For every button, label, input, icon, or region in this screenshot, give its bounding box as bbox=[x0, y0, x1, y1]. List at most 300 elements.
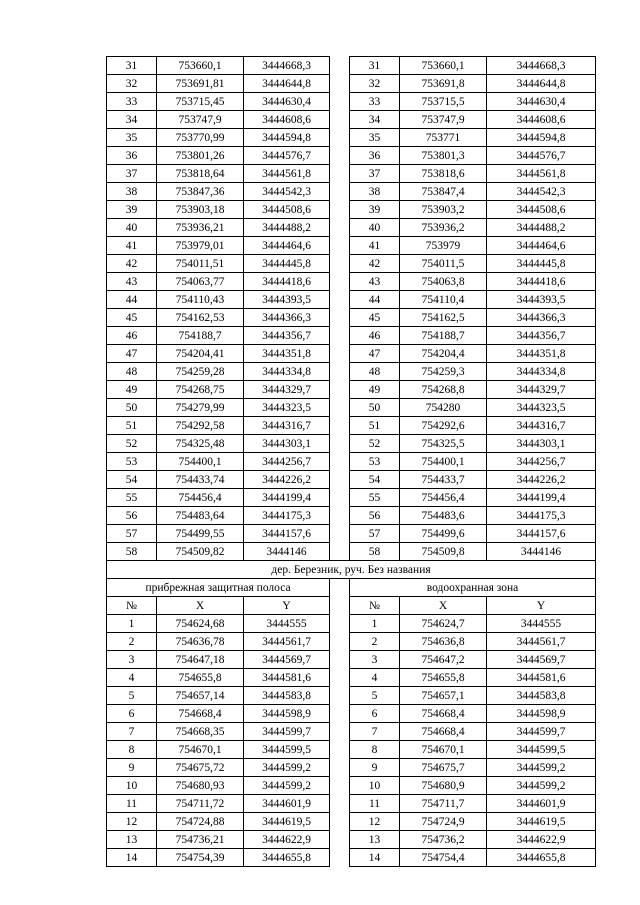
x-coordinate-cell: 754259,28 bbox=[157, 363, 244, 381]
x-coordinate-cell: 753801,3 bbox=[400, 147, 487, 165]
x-coordinate-cell: 754647,2 bbox=[400, 651, 487, 669]
x-coordinate-cell: 753979,01 bbox=[157, 237, 244, 255]
column-gap bbox=[330, 345, 350, 363]
x-coordinate-cell: 754325,48 bbox=[157, 435, 244, 453]
column-gap bbox=[330, 75, 350, 93]
column-gap bbox=[330, 615, 350, 633]
point-number-cell: 38 bbox=[350, 183, 400, 201]
y-coordinate-cell: 3444581,6 bbox=[487, 669, 596, 687]
x-coordinate-cell: 754110,4 bbox=[400, 291, 487, 309]
table-row bbox=[107, 147, 596, 165]
point-number-cell: 45 bbox=[107, 309, 157, 327]
table-row bbox=[107, 741, 596, 759]
table-row bbox=[107, 669, 596, 687]
table-row bbox=[107, 273, 596, 291]
y-coordinate-cell: 3444644,8 bbox=[487, 75, 596, 93]
column-gap bbox=[330, 201, 350, 219]
point-number-cell: 7 bbox=[107, 723, 157, 741]
point-number-cell: 8 bbox=[107, 741, 157, 759]
column-gap bbox=[330, 525, 350, 543]
point-number-cell: 39 bbox=[350, 201, 400, 219]
column-gap bbox=[330, 471, 350, 489]
y-coordinate-cell: 3444555 bbox=[244, 615, 330, 633]
x-coordinate-cell: 754188,7 bbox=[400, 327, 487, 345]
table-row bbox=[107, 813, 596, 831]
point-number-cell: 33 bbox=[107, 93, 157, 111]
x-coordinate-cell: 754292,58 bbox=[157, 417, 244, 435]
point-number-cell: 53 bbox=[350, 453, 400, 471]
point-number-cell: 37 bbox=[107, 165, 157, 183]
table-row bbox=[107, 723, 596, 741]
table-row bbox=[107, 507, 596, 525]
table-row bbox=[107, 759, 596, 777]
y-coordinate-cell: 3444569,7 bbox=[487, 651, 596, 669]
point-number-cell: 6 bbox=[350, 705, 400, 723]
column-gap bbox=[330, 633, 350, 651]
column-gap bbox=[330, 93, 350, 111]
y-coordinate-cell: 3444630,4 bbox=[244, 93, 330, 111]
y-coordinate-cell: 3444599,5 bbox=[487, 741, 596, 759]
x-coordinate-cell: 754711,72 bbox=[157, 795, 244, 813]
y-coordinate-cell: 3444569,7 bbox=[244, 651, 330, 669]
point-number-cell: 52 bbox=[350, 435, 400, 453]
y-coordinate-cell: 3444323,5 bbox=[487, 399, 596, 417]
column-gap bbox=[330, 255, 350, 273]
y-coordinate-cell: 3444366,3 bbox=[487, 309, 596, 327]
y-coordinate-cell: 3444356,7 bbox=[244, 327, 330, 345]
header-row bbox=[107, 597, 596, 615]
y-coordinate-cell: 3444576,7 bbox=[244, 147, 330, 165]
column-gap bbox=[330, 417, 350, 435]
table-row bbox=[107, 489, 596, 507]
x-coordinate-cell: 753691,81 bbox=[157, 75, 244, 93]
table-row bbox=[107, 327, 596, 345]
point-number-cell: 7 bbox=[350, 723, 400, 741]
point-number-cell: 44 bbox=[350, 291, 400, 309]
point-number-cell: 1 bbox=[107, 615, 157, 633]
x-coordinate-cell: 754680,9 bbox=[400, 777, 487, 795]
point-number-cell: 37 bbox=[350, 165, 400, 183]
column-gap bbox=[330, 147, 350, 165]
y-coordinate-cell: 3444555 bbox=[487, 615, 596, 633]
y-coordinate-cell: 3444668,3 bbox=[487, 57, 596, 75]
y-coordinate-cell: 3444316,7 bbox=[487, 417, 596, 435]
table-row bbox=[107, 831, 596, 849]
y-coordinate-cell: 3444583,8 bbox=[244, 687, 330, 705]
point-number-cell: 39 bbox=[107, 201, 157, 219]
y-coordinate-cell: 3444256,7 bbox=[487, 453, 596, 471]
point-number-cell: 1 bbox=[350, 615, 400, 633]
y-coordinate-cell: 3444418,6 bbox=[244, 273, 330, 291]
y-coordinate-cell: 3444351,8 bbox=[244, 345, 330, 363]
point-number-cell: 12 bbox=[107, 813, 157, 831]
column-gap bbox=[330, 57, 350, 75]
y-coordinate-cell: 3444418,6 bbox=[487, 273, 596, 291]
table-row bbox=[107, 363, 596, 381]
y-coordinate-cell: 3444599,2 bbox=[244, 759, 330, 777]
x-coordinate-cell: 753936,2 bbox=[400, 219, 487, 237]
point-number-cell: 9 bbox=[350, 759, 400, 777]
point-number-cell: 13 bbox=[350, 831, 400, 849]
y-coordinate-cell: 3444630,4 bbox=[487, 93, 596, 111]
x-coordinate-cell: 754204,4 bbox=[400, 345, 487, 363]
point-number-cell: 2 bbox=[350, 633, 400, 651]
column-gap bbox=[330, 453, 350, 471]
x-coordinate-cell: 754736,21 bbox=[157, 831, 244, 849]
y-coordinate-cell: 3444608,6 bbox=[487, 111, 596, 129]
column-gap bbox=[330, 489, 350, 507]
table-row bbox=[107, 219, 596, 237]
y-coordinate-cell: 3444356,7 bbox=[487, 327, 596, 345]
y-coordinate-cell: 3444599,2 bbox=[244, 777, 330, 795]
point-number-cell: 50 bbox=[107, 399, 157, 417]
column-gap bbox=[330, 543, 350, 561]
x-coordinate-cell: 754499,6 bbox=[400, 525, 487, 543]
point-number-cell: 55 bbox=[350, 489, 400, 507]
x-coordinate-cell: 754670,1 bbox=[400, 741, 487, 759]
column-gap bbox=[330, 381, 350, 399]
x-coordinate-cell: 754400,1 bbox=[400, 453, 487, 471]
coordinates-table-body bbox=[107, 57, 596, 867]
point-number-cell: 38 bbox=[107, 183, 157, 201]
column-gap bbox=[330, 705, 350, 723]
x-coordinate-cell: 754509,8 bbox=[400, 543, 487, 561]
column-gap bbox=[330, 813, 350, 831]
y-coordinate-cell: 3444157,6 bbox=[487, 525, 596, 543]
table-row bbox=[107, 615, 596, 633]
y-coordinate-cell: 3444561,8 bbox=[244, 165, 330, 183]
point-number-cell: 44 bbox=[107, 291, 157, 309]
y-coordinate-cell: 3444598,9 bbox=[487, 705, 596, 723]
column-gap bbox=[330, 831, 350, 849]
column-gap bbox=[330, 309, 350, 327]
y-coordinate-cell: 3444599,2 bbox=[487, 759, 596, 777]
table-row bbox=[107, 75, 596, 93]
y-coordinate-cell: 3444393,5 bbox=[487, 291, 596, 309]
x-coordinate-cell: 754655,8 bbox=[157, 669, 244, 687]
point-number-cell: 40 bbox=[350, 219, 400, 237]
y-header: Y bbox=[487, 597, 596, 615]
y-coordinate-cell: 3444601,9 bbox=[244, 795, 330, 813]
x-coordinate-cell: 754655,8 bbox=[400, 669, 487, 687]
y-coordinate-cell: 3444508,6 bbox=[487, 201, 596, 219]
y-coordinate-cell: 3444488,2 bbox=[487, 219, 596, 237]
x-coordinate-cell: 753747,9 bbox=[157, 111, 244, 129]
point-number-cell: 14 bbox=[350, 849, 400, 867]
y-coordinate-cell: 3444303,1 bbox=[487, 435, 596, 453]
point-number-cell: 12 bbox=[350, 813, 400, 831]
x-coordinate-cell: 754754,39 bbox=[157, 849, 244, 867]
y-coordinate-cell: 3444351,8 bbox=[487, 345, 596, 363]
y-coordinate-cell: 3444146 bbox=[487, 543, 596, 561]
y-coordinate-cell: 3444488,2 bbox=[244, 219, 330, 237]
column-gap bbox=[330, 435, 350, 453]
point-number-cell: 51 bbox=[350, 417, 400, 435]
x-coordinate-cell: 754162,5 bbox=[400, 309, 487, 327]
y-coordinate-cell: 3444542,3 bbox=[487, 183, 596, 201]
point-number-cell: 51 bbox=[107, 417, 157, 435]
y-coordinate-cell: 3444655,8 bbox=[487, 849, 596, 867]
point-number-cell: 54 bbox=[107, 471, 157, 489]
point-number-cell: 56 bbox=[350, 507, 400, 525]
point-number-cell: 41 bbox=[107, 237, 157, 255]
column-gap bbox=[330, 795, 350, 813]
table-row bbox=[107, 795, 596, 813]
point-number-cell: 34 bbox=[107, 111, 157, 129]
point-number-cell: 2 bbox=[107, 633, 157, 651]
point-number-cell: 13 bbox=[107, 831, 157, 849]
coordinates-table bbox=[106, 56, 596, 867]
x-header: X bbox=[157, 597, 244, 615]
point-number-cell: 43 bbox=[107, 273, 157, 291]
column-gap bbox=[330, 327, 350, 345]
x-coordinate-cell: 753660,1 bbox=[400, 57, 487, 75]
point-number-cell: 31 bbox=[107, 57, 157, 75]
column-gap bbox=[330, 111, 350, 129]
y-coordinate-cell: 3444542,3 bbox=[244, 183, 330, 201]
x-coordinate-cell: 754657,14 bbox=[157, 687, 244, 705]
y-coordinate-cell: 3444561,8 bbox=[487, 165, 596, 183]
table-row bbox=[107, 93, 596, 111]
section-title: дер. Березник, руч. Без названия bbox=[107, 561, 596, 579]
column-gap bbox=[330, 507, 350, 525]
column-gap bbox=[330, 579, 350, 597]
table-row bbox=[107, 543, 596, 561]
point-number-cell: 57 bbox=[107, 525, 157, 543]
point-number-cell: 35 bbox=[107, 129, 157, 147]
x-coordinate-cell: 754624,7 bbox=[400, 615, 487, 633]
x-coordinate-cell: 754063,77 bbox=[157, 273, 244, 291]
x-coordinate-cell: 754754,4 bbox=[400, 849, 487, 867]
number-header: № bbox=[107, 597, 157, 615]
table-row bbox=[107, 345, 596, 363]
coastal-strip-caption: прибрежная защитная полоса bbox=[107, 579, 330, 597]
table-row bbox=[107, 453, 596, 471]
column-gap bbox=[330, 759, 350, 777]
x-coordinate-cell: 754162,53 bbox=[157, 309, 244, 327]
table-row bbox=[107, 201, 596, 219]
table-row bbox=[107, 705, 596, 723]
x-coordinate-cell: 754657,1 bbox=[400, 687, 487, 705]
y-coordinate-cell: 3444256,7 bbox=[244, 453, 330, 471]
point-number-cell: 49 bbox=[107, 381, 157, 399]
x-coordinate-cell: 754280 bbox=[400, 399, 487, 417]
y-coordinate-cell: 3444175,3 bbox=[487, 507, 596, 525]
column-gap bbox=[330, 777, 350, 795]
column-gap bbox=[330, 669, 350, 687]
y-coordinate-cell: 3444464,6 bbox=[244, 237, 330, 255]
y-coordinate-cell: 3444608,6 bbox=[244, 111, 330, 129]
y-coordinate-cell: 3444366,3 bbox=[244, 309, 330, 327]
x-coordinate-cell: 753747,9 bbox=[400, 111, 487, 129]
y-coordinate-cell: 3444445,8 bbox=[487, 255, 596, 273]
x-coordinate-cell: 754636,78 bbox=[157, 633, 244, 651]
water-protection-zone-caption: водоохранная зона bbox=[350, 579, 596, 597]
y-coordinate-cell: 3444601,9 bbox=[487, 795, 596, 813]
x-coordinate-cell: 753903,2 bbox=[400, 201, 487, 219]
column-gap bbox=[330, 363, 350, 381]
y-coordinate-cell: 3444334,8 bbox=[487, 363, 596, 381]
x-coordinate-cell: 754675,72 bbox=[157, 759, 244, 777]
x-coordinate-cell: 753818,64 bbox=[157, 165, 244, 183]
y-coordinate-cell: 3444146 bbox=[244, 543, 330, 561]
point-number-cell: 49 bbox=[350, 381, 400, 399]
point-number-cell: 57 bbox=[350, 525, 400, 543]
column-gap bbox=[330, 291, 350, 309]
y-coordinate-cell: 3444594,8 bbox=[244, 129, 330, 147]
y-coordinate-cell: 3444561,7 bbox=[487, 633, 596, 651]
point-number-cell: 9 bbox=[107, 759, 157, 777]
x-coordinate-cell: 754668,35 bbox=[157, 723, 244, 741]
y-coordinate-cell: 3444199,4 bbox=[244, 489, 330, 507]
x-header: X bbox=[400, 597, 487, 615]
x-coordinate-cell: 754433,74 bbox=[157, 471, 244, 489]
x-coordinate-cell: 754063,8 bbox=[400, 273, 487, 291]
column-gap bbox=[330, 183, 350, 201]
point-number-cell: 40 bbox=[107, 219, 157, 237]
x-coordinate-cell: 754268,8 bbox=[400, 381, 487, 399]
y-coordinate-cell: 3444668,3 bbox=[244, 57, 330, 75]
x-coordinate-cell: 754268,75 bbox=[157, 381, 244, 399]
x-coordinate-cell: 754400,1 bbox=[157, 453, 244, 471]
y-coordinate-cell: 3444583,8 bbox=[487, 687, 596, 705]
x-coordinate-cell: 753818,6 bbox=[400, 165, 487, 183]
y-coordinate-cell: 3444303,1 bbox=[244, 435, 330, 453]
point-number-cell: 48 bbox=[107, 363, 157, 381]
point-number-cell: 53 bbox=[107, 453, 157, 471]
table-row bbox=[107, 237, 596, 255]
point-number-cell: 58 bbox=[107, 543, 157, 561]
table-row bbox=[107, 381, 596, 399]
y-coordinate-cell: 3444599,7 bbox=[487, 723, 596, 741]
table-row bbox=[107, 633, 596, 651]
x-coordinate-cell: 753660,1 bbox=[157, 57, 244, 75]
point-number-cell: 55 bbox=[107, 489, 157, 507]
x-coordinate-cell: 754647,18 bbox=[157, 651, 244, 669]
point-number-cell: 50 bbox=[350, 399, 400, 417]
point-number-cell: 4 bbox=[107, 669, 157, 687]
x-coordinate-cell: 754668,4 bbox=[400, 705, 487, 723]
y-coordinate-cell: 3444316,7 bbox=[244, 417, 330, 435]
point-number-cell: 8 bbox=[350, 741, 400, 759]
column-gap bbox=[330, 687, 350, 705]
y-coordinate-cell: 3444199,4 bbox=[487, 489, 596, 507]
point-number-cell: 46 bbox=[107, 327, 157, 345]
y-coordinate-cell: 3444175,3 bbox=[244, 507, 330, 525]
x-coordinate-cell: 754711,7 bbox=[400, 795, 487, 813]
x-coordinate-cell: 753936,21 bbox=[157, 219, 244, 237]
point-number-cell: 52 bbox=[107, 435, 157, 453]
column-gap bbox=[330, 165, 350, 183]
y-coordinate-cell: 3444323,5 bbox=[244, 399, 330, 417]
point-number-cell: 56 bbox=[107, 507, 157, 525]
point-number-cell: 46 bbox=[350, 327, 400, 345]
number-header: № bbox=[350, 597, 400, 615]
point-number-cell: 11 bbox=[107, 795, 157, 813]
table-row bbox=[107, 399, 596, 417]
x-coordinate-cell: 753715,5 bbox=[400, 93, 487, 111]
x-coordinate-cell: 754279,99 bbox=[157, 399, 244, 417]
section-title-row bbox=[107, 561, 596, 579]
x-coordinate-cell: 753770,99 bbox=[157, 129, 244, 147]
point-number-cell: 35 bbox=[350, 129, 400, 147]
table-row bbox=[107, 435, 596, 453]
x-coordinate-cell: 753979 bbox=[400, 237, 487, 255]
point-number-cell: 11 bbox=[350, 795, 400, 813]
y-coordinate-cell: 3444598,9 bbox=[244, 705, 330, 723]
column-gap bbox=[330, 651, 350, 669]
table-row bbox=[107, 183, 596, 201]
point-number-cell: 3 bbox=[107, 651, 157, 669]
y-coordinate-cell: 3444329,7 bbox=[487, 381, 596, 399]
point-number-cell: 32 bbox=[350, 75, 400, 93]
y-coordinate-cell: 3444619,5 bbox=[487, 813, 596, 831]
y-coordinate-cell: 3444226,2 bbox=[487, 471, 596, 489]
column-gap bbox=[330, 273, 350, 291]
x-coordinate-cell: 753847,4 bbox=[400, 183, 487, 201]
y-coordinate-cell: 3444619,5 bbox=[244, 813, 330, 831]
column-gap bbox=[330, 129, 350, 147]
point-number-cell: 10 bbox=[350, 777, 400, 795]
x-coordinate-cell: 754509,82 bbox=[157, 543, 244, 561]
point-number-cell: 45 bbox=[350, 309, 400, 327]
x-coordinate-cell: 753903,18 bbox=[157, 201, 244, 219]
point-number-cell: 31 bbox=[350, 57, 400, 75]
y-coordinate-cell: 3444561,7 bbox=[244, 633, 330, 651]
table-row bbox=[107, 417, 596, 435]
table-row bbox=[107, 525, 596, 543]
table-row bbox=[107, 777, 596, 795]
y-coordinate-cell: 3444226,2 bbox=[244, 471, 330, 489]
column-gap bbox=[330, 723, 350, 741]
table-row bbox=[107, 309, 596, 327]
point-number-cell: 47 bbox=[107, 345, 157, 363]
point-number-cell: 42 bbox=[350, 255, 400, 273]
table-row bbox=[107, 255, 596, 273]
point-number-cell: 34 bbox=[350, 111, 400, 129]
table-row bbox=[107, 849, 596, 867]
x-coordinate-cell: 754011,5 bbox=[400, 255, 487, 273]
y-coordinate-cell: 3444644,8 bbox=[244, 75, 330, 93]
column-gap bbox=[330, 399, 350, 417]
y-coordinate-cell: 3444581,6 bbox=[244, 669, 330, 687]
point-number-cell: 42 bbox=[107, 255, 157, 273]
point-number-cell: 41 bbox=[350, 237, 400, 255]
y-coordinate-cell: 3444599,2 bbox=[487, 777, 596, 795]
table-row bbox=[107, 129, 596, 147]
point-number-cell: 47 bbox=[350, 345, 400, 363]
caption-row bbox=[107, 579, 596, 597]
point-number-cell: 5 bbox=[350, 687, 400, 705]
x-coordinate-cell: 754668,4 bbox=[400, 723, 487, 741]
x-coordinate-cell: 754456,4 bbox=[157, 489, 244, 507]
column-gap bbox=[330, 597, 350, 615]
x-coordinate-cell: 754724,88 bbox=[157, 813, 244, 831]
column-gap bbox=[330, 741, 350, 759]
y-coordinate-cell: 3444445,8 bbox=[244, 255, 330, 273]
y-coordinate-cell: 3444464,6 bbox=[487, 237, 596, 255]
point-number-cell: 4 bbox=[350, 669, 400, 687]
x-coordinate-cell: 754483,64 bbox=[157, 507, 244, 525]
y-coordinate-cell: 3444334,8 bbox=[244, 363, 330, 381]
x-coordinate-cell: 754188,7 bbox=[157, 327, 244, 345]
point-number-cell: 54 bbox=[350, 471, 400, 489]
table-row bbox=[107, 111, 596, 129]
y-coordinate-cell: 3444508,6 bbox=[244, 201, 330, 219]
table-row bbox=[107, 687, 596, 705]
y-coordinate-cell: 3444594,8 bbox=[487, 129, 596, 147]
table-row bbox=[107, 651, 596, 669]
